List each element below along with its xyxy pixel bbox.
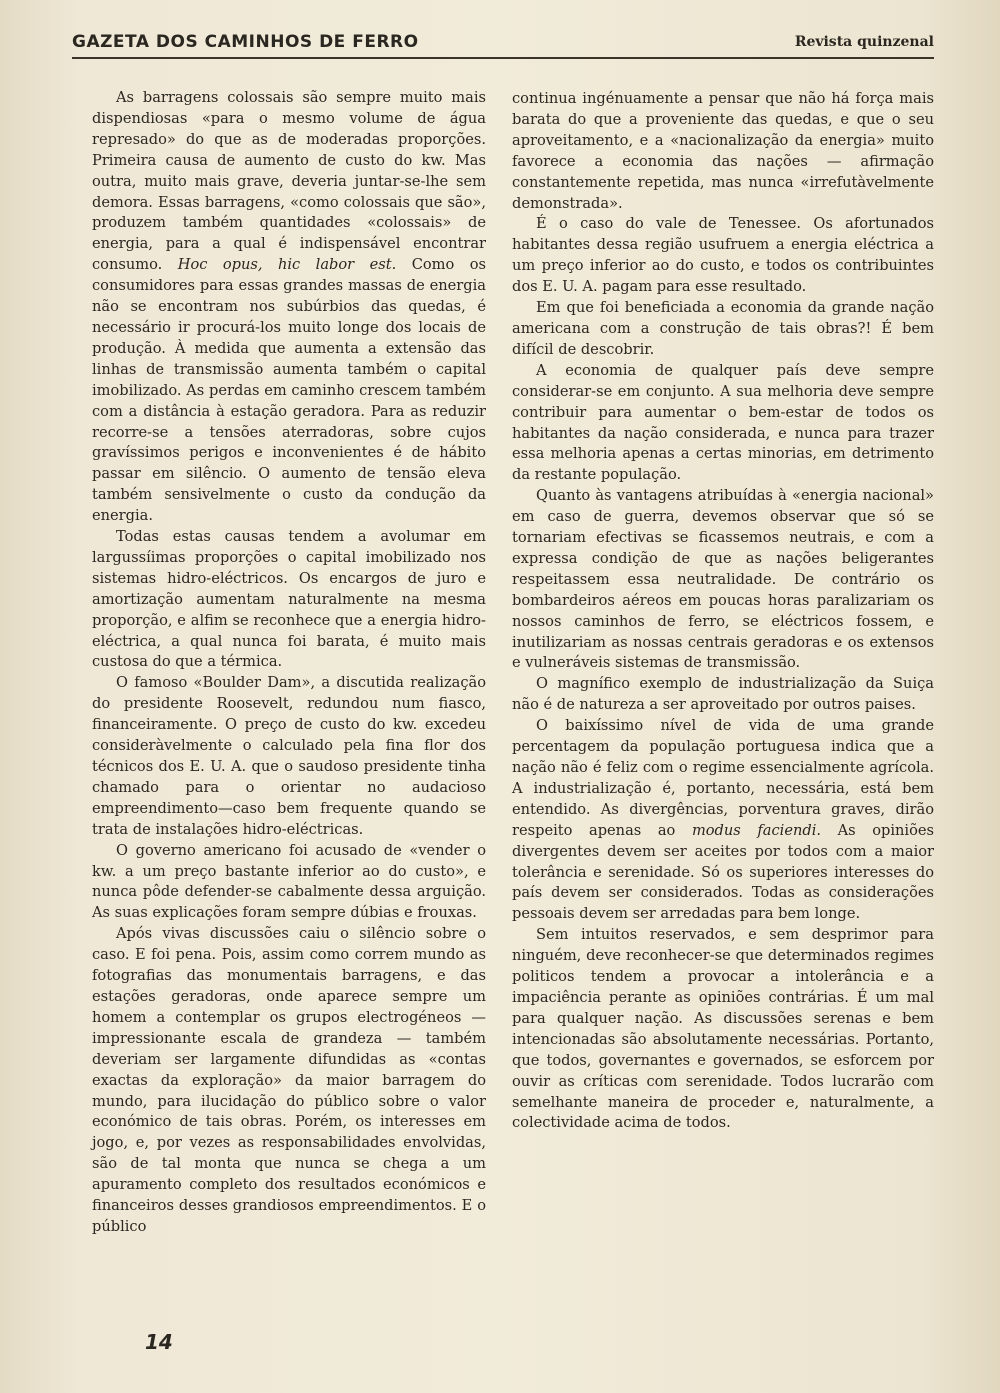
- paragraph-text: As barragens colossais são sempre muito mais dispendiosas «para o mesmo volume de água represado» do que as de moderadas proporções. Primeira causa de aumento de custo do kw. Mas outra, muito mais grave, deveria juntar-se-lhe sem demora. Essas barragens, «como colossais que são», produzem também quantidades «colossais» de energia, para a qual é indispensável encontrar consumo.: [92, 89, 486, 274]
- paragraph: O governo americano foi acusado de «vender o kw. a um preço bastante inferior ao do custo», e nunca pôde defender-se cabalmente dessa arguição. As suas explicações foram sempre dúbias e frouxas.: [92, 841, 486, 922]
- paragraph: [512, 716, 934, 925]
- paragraph: É o caso do vale de Tenessee. Os afortunados habitantes dessa região usufruem a energia eléctrica a um preço inferior ao do custo, e todos os contribuintes dos E. U. A. pagam para esse resultado.: [512, 215, 934, 296]
- paragraph: [92, 88, 486, 527]
- paragraph: continua ingénuamente a pensar que não há força mais barata do que a proveniente das quedas, e que o seu aproveitamento, e a «nacionalização da energia» muito favorece a economia das nações — afirmação constantemente repetida, mas nunca «irrefutàvelmente demonstrada».: [512, 90, 934, 212]
- paragraph-text: Como os consumidores para essas grandes massas de energia não se encontram nos subúrbios das quedas, é necessário ir procurá-los muito longe dos locais de produção. À medida que aumenta a extensão das linhas de transmissão aumenta também o capital imobilizado. As perdas em caminho crescem também com a distância à estação geradora. Para as reduzir recorre-se a tensões aterradoras, sobre cujos gravíssimos perigos e inconvenientes é de hábito passar em silêncio. O aumento de tensão eleva também sensivelmente o custo da condução da energia.: [92, 256, 486, 525]
- paragraph: Após vivas discussões caiu o silêncio sobre o caso. E foi pena. Pois, assim como correm mundo as fotografias das monumentais barragens, e das estações geradoras, onde aparece sempre um homem a contemplar os grupos electrogéneos — impressionante escala de grandeza — também deveriam ser largamente difundidas as «contas exactas da exploração» da maior barragem do mundo, para ilucidação do público sobre o valor económico de tais obras. Porém, os interesses em jogo, e, por vezes as responsabilidades envolvidas, são de tal monta que nunca se chega a um apuramento completo dos resultados económicos e financeiros desses grandiosos empreendimentos. E o público: [92, 925, 486, 1235]
- paragraph: Em que foi beneficiada a economia da grande nação americana com a construção de tais obras?! É bem difícil de descobrir.: [512, 299, 934, 358]
- paragraph-text: O baixíssimo nível de vida de uma grande percentagem da população portuguesa indica que a nação não é feliz com o regime essencialmente agrícola. A industrialização é, portanto, necessária, está bem entendido. As divergências, porventura graves, dirão respeito apenas ao: [512, 717, 934, 839]
- left-column: [92, 88, 486, 1238]
- paragraph: A economia de qualquer país deve sempre considerar-se em conjunto. A sua melhoria deve sempre contribuir para aumentar o bem-estar de todos os habitantes da nação considerada, e nunca para trazer essa melhoria apenas a certas minorias, em detrimento da restante população.: [512, 361, 934, 484]
- latin-phrase: Hoc opus, hic labor est.: [177, 256, 397, 274]
- paragraph: O magnífico exemplo de industrialização da Suiça não é de natureza a ser aproveitado por outros paises.: [512, 675, 934, 714]
- paragraph: O famoso «Boulder Dam», a discutida realização do presidente Roosevelt, redundou num fiasco, financeiramente. O preço de custo do kw. excedeu consideràvelmente o calculado pela fina flor dos técnicos dos E. U. A. que o saudoso presidente tinha chamado para o orientar no audacioso empreendimento—caso bem frequente quando se trata de instalações hidro-eléctricas.: [92, 674, 486, 838]
- header-rule: [72, 57, 934, 59]
- right-column: [512, 89, 934, 1134]
- latin-phrase: modus faciendi.: [691, 821, 822, 839]
- paragraph-text: As opiniões divergentes devem ser aceites por todos com a maior tolerância e serenidade. Só os superiores interesses do país devem ser considerados. Todas as considerações pessoais devem ser arredadas para bem longe.: [512, 821, 934, 923]
- publication-title: GAZETA DOS CAMINHOS DE FERRO: [72, 32, 419, 52]
- paragraph: Quanto às vantagens atribuídas à «energia nacional» em caso de guerra, devemos observar que só se tornariam efectivas se ficassemos neutrais, e com a expressa condição de que as nações beligerantes respeitassem essa neutralidade. De contrário os bombardeiros aéreos em poucas horas paralizariam os nossos caminhos de ferro, se eléctricos fossem, e inutilizariam as nossas centrais geradoras e os extensos e vulneráveis sistemas de transmissão.: [512, 487, 934, 672]
- running-header: [72, 30, 934, 58]
- publication-subtitle: Revista quinzenal: [794, 34, 934, 50]
- page-number: 14: [145, 1330, 173, 1354]
- paragraph: Sem intuitos reservados, e sem desprimor para ninguém, deve reconhecer-se que determinados regimes politicos tendem a provocar a intolerância e a impaciência perante as opiniões contrárias. É um mal para qualquer nação. As discussões serenas e bem intencionadas são absolutamente necessárias. Portanto, que todos, governantes e governados, se esforcem por ouvir as críticas com serenidade. Todos lucrarão com semelhante maneira de proceder e, naturalmente, a colectividade acima de todos.: [512, 926, 934, 1132]
- paragraph: Todas estas causas tendem a avolumar em largussíimas proporções o capital imobilizado nos sistemas hidro-eléctricos. Os encargos de juro e amortização aumentam naturalmente na mesma proporção, e alfim se reconhece que a energia hidro-eléctrica, a qual nunca foi barata, é muito mais custosa do que a térmica.: [92, 528, 486, 671]
